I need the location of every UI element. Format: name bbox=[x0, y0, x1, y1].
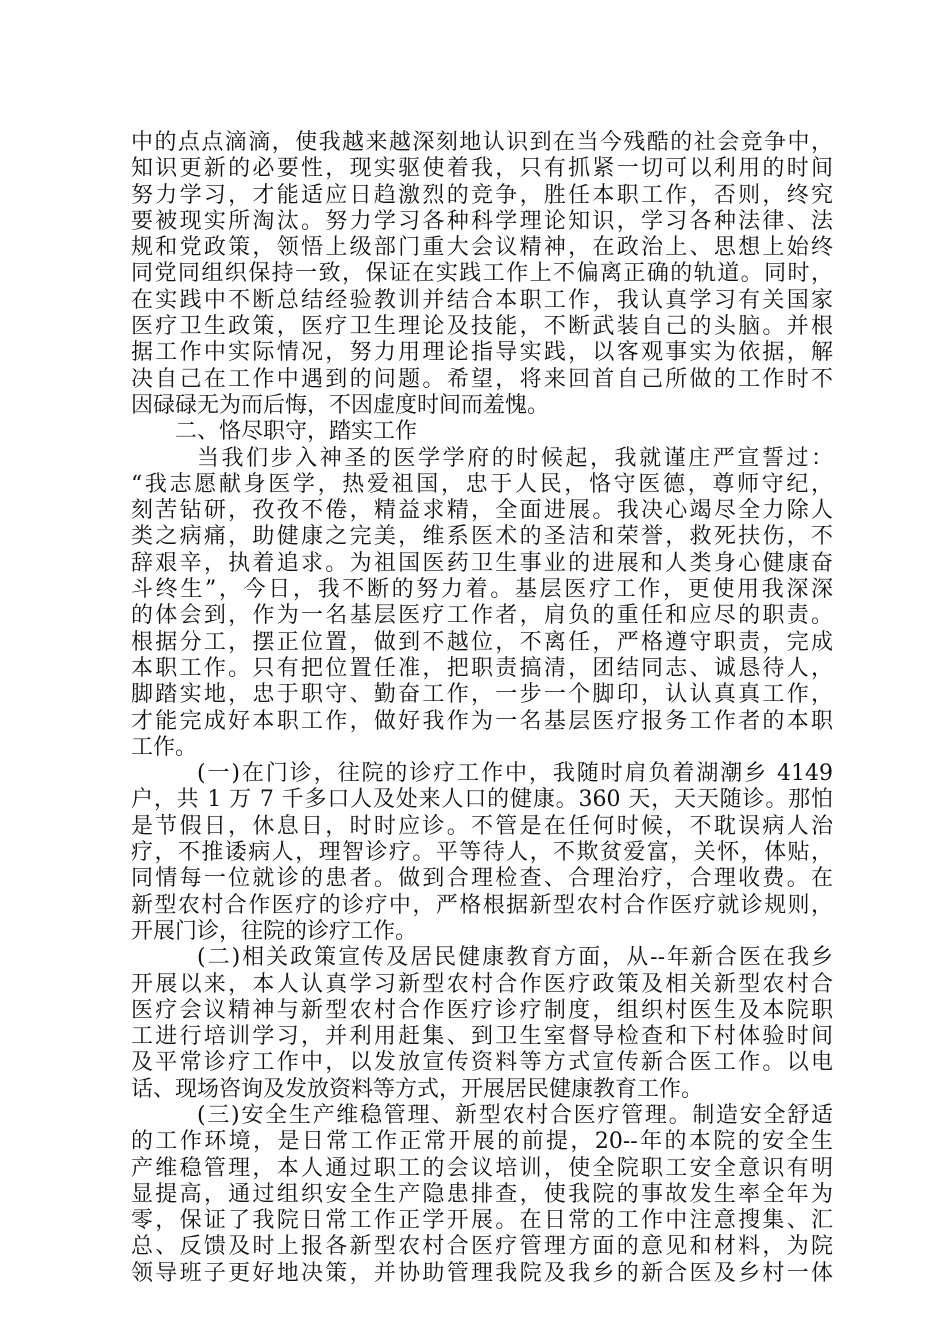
text-line: 据工作中实际情况，努力用理论指导实践，以客观事实为依据，解 bbox=[131, 340, 833, 366]
text-line: 才能完成好本职工作，做好我作为一名基层医疗报务工作者的本职 bbox=[131, 708, 833, 734]
text-line: 本职工作。只有把位置任准，把职责搞清，团结同志、诚恳待人， bbox=[131, 655, 833, 681]
text-line: 工作。 bbox=[131, 734, 198, 760]
text-line: 斗终生”，今日，我不断的努力着。基层医疗工作，更使用我深深 bbox=[131, 577, 833, 603]
text-line: 中的点点滴滴，使我越来越深刻地认识到在当今残酷的社会竞争中， bbox=[131, 130, 833, 155]
text-line: 同情每一位就诊的患者。做到合理检查、合理治疗，合理收费。在 bbox=[131, 866, 833, 892]
text-line: (一)在门诊，往院的诊疗工作中，我随时肩负着湖潮乡 4149 bbox=[197, 761, 833, 787]
text-line: 类之病痛，助健康之完美，维系医术的圣洁和荣誉，救死扶伤，不 bbox=[131, 524, 833, 550]
text-line: 脚踏实地，忠于职守、勤奋工作，一步一个脚印，认认真真工作， bbox=[131, 682, 833, 708]
text-line: 话、现场咨询及发放资料等方式，开展居民健康教育工作。 bbox=[131, 1076, 704, 1102]
text-line: 要被现实所淘汰。努力学习各种科学理论知识，学习各种法律、法 bbox=[131, 208, 833, 234]
text-line: 根据分工，摆正位置，做到不越位，不离任，严格遵守职责，完成 bbox=[131, 629, 833, 655]
text-line: 领导班子更好地决策，并协助管理我院及我乡的新合医及乡村一体 bbox=[131, 1260, 833, 1286]
text-line: 因碌碌无为而后悔，不因虚度时间而羞愧。 bbox=[131, 392, 550, 418]
text-line: 决自己在工作中遇到的问题。希望，将来回首自己所做的工作时不 bbox=[131, 366, 833, 392]
text-line: (三)安全生产维稳管理、新型农村合医疗管理。制造安全舒适 bbox=[197, 1102, 833, 1128]
text-line: 户，共 1 万 7 千多口人及处来人口的健康。360 天，天天随诊。那怕 bbox=[131, 787, 834, 813]
text-line: 工进行培训学习，并利用赶集、到卫生室督导检查和下村体验时间 bbox=[131, 1024, 833, 1050]
text-line: 的体会到，作为一名基层医疗工作者，肩负的重任和应尽的职责。 bbox=[131, 603, 833, 629]
text-line: 知识更新的必要性，现实驱使着我，只有抓紧一切可以利用的时间 bbox=[131, 156, 833, 182]
text-line: 在实践中不断总结经验教训并结合本职工作，我认真学习有关国家 bbox=[131, 287, 833, 313]
text-line: 疗，不推诿病人，理智诊疗。平等待人，不欺贫爱富，关怀，体贴， bbox=[131, 840, 833, 866]
section-heading: 二、恪尽职守，踏实工作 bbox=[175, 419, 418, 445]
text-line: 辞艰辛，执着追求。为祖国医药卫生事业的进展和人类身心健康奋 bbox=[131, 550, 833, 576]
text-line: 规和党政策，领悟上级部门重大会议精神，在政治上、思想上始终 bbox=[131, 235, 833, 261]
text-line: 开展以来，本人认真学习新型农村合作医疗政策及相关新型农村合 bbox=[131, 971, 833, 997]
text-line: 刻苦钻研，孜孜不倦，精益求精，全面进展。我决心竭尽全力除人 bbox=[131, 498, 833, 524]
text-line: 零，保证了我院日常工作正学开展。在日常的工作中注意搜集、汇 bbox=[131, 1208, 833, 1234]
text-line: 总、反馈及时上报各新型农村合医疗管理方面的意见和材料，为院 bbox=[131, 1234, 833, 1260]
text-line: “我志愿献身医学，热爱祖国，忠于人民，恪守医德，尊师守纪， bbox=[131, 471, 833, 497]
text-line: (二)相关政策宣传及居民健康教育方面，从--年新合医在我乡 bbox=[197, 945, 833, 971]
text-line: 当我们步入神圣的医学学府的时候起，我就谨庄严宣誓过： bbox=[197, 445, 833, 471]
text-line: 医疗会议精神与新型农村合作医疗诊疗制度，组织村医生及本院职 bbox=[131, 997, 833, 1023]
text-line: 产维稳管理，本人通过职工的会议培训，使全院职工安全意识有明 bbox=[131, 1155, 833, 1181]
text-line: 同党同组织保持一致，保证在实践工作上不偏离正确的轨道。同时， bbox=[131, 261, 833, 287]
text-line: 开展门诊，往院的诊疗工作。 bbox=[131, 918, 418, 944]
text-line: 是节假日，休息日，时时应诊。不管是在任何时候，不耽误病人治 bbox=[131, 813, 833, 839]
text-line: 新型农村合作医疗的诊疗中，严格根据新型农村合作医疗就诊规则， bbox=[131, 892, 833, 918]
document-body-text bbox=[131, 130, 833, 1287]
text-line: 的工作环境，是日常工作正常开展的前提，20--年的本院的安全生 bbox=[131, 1129, 833, 1155]
text-line: 努力学习，才能适应日趋激烈的竞争，胜任本职工作，否则，终究 bbox=[131, 182, 833, 208]
text-line: 及平常诊疗工作中，以发放宣传资料等方式宣传新合医工作。以电 bbox=[131, 1050, 833, 1076]
text-line: 显提高，通过组织安全生产隐患排查，使我院的事故发生率全年为 bbox=[131, 1181, 833, 1207]
text-line: 医疗卫生政策，医疗卫生理论及技能，不断武装自己的头脑。并根 bbox=[131, 314, 833, 340]
